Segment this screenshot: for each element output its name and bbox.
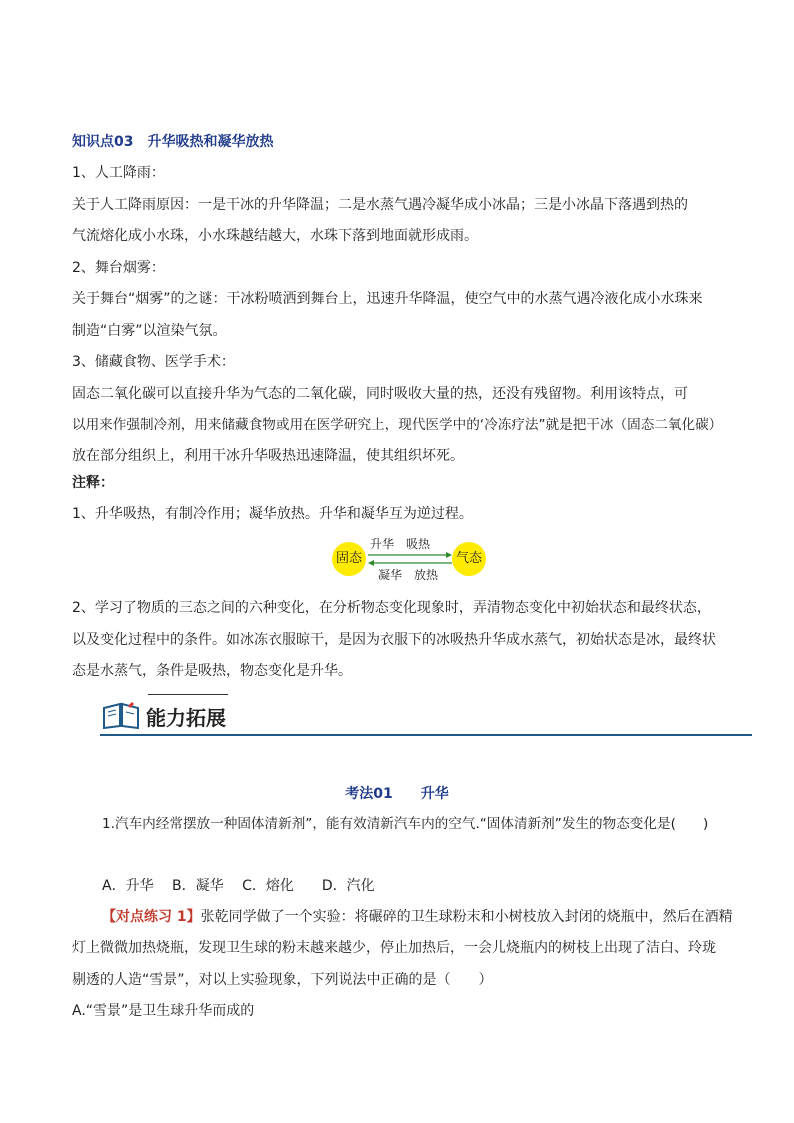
question-options: A．升华 B．凝华 C．熔化 D．汽化: [102, 878, 375, 894]
note2-text-line3: 态是水蒸气，条件是吸热，物态变化是升华。: [72, 663, 352, 679]
banner-decoration: [148, 694, 228, 695]
item3-text-line3: 放在部分组织上，利用干冰升华吸热迅速降温，使其组织坏死。: [72, 448, 464, 464]
item3-text-line2: 以用来作强制冷剂，用来储藏食物或用在医学研究上，现代医学中的‘冷冻疗法”就是把干冰（固态二氧化碳）: [72, 417, 723, 433]
section-banner: [100, 694, 752, 736]
note-title: 注释：: [72, 475, 114, 491]
note2-text-line2: 以及变化过程中的条件。如冰冻衣服晾干，是因为衣服下的冰吸热升华成水蒸气，初始状态是冰，最终状: [72, 632, 716, 648]
item3-title: 3、储藏食物、医学手术：: [72, 354, 235, 370]
practice-tag: 【对点练习 1】: [102, 909, 201, 925]
practice-line2: 灯上微微加热烧瓶，发现卫生球的粉末越来越少，停止加热后，一会儿烧瓶内的树枝上出现了洁白、玲珑: [72, 940, 716, 956]
section-heading: 知识点03 升华吸热和凝华放热: [72, 134, 274, 150]
banner-underline: [100, 734, 752, 736]
note2-text-line1: 2、学习了物质的三态之间的六种变化，在分析物态变化现象时，弄清物态变化中初始状态和最终状态，: [72, 600, 711, 616]
question-text: 1.汽车内经常摆放一种固体清新剂”，能有效清新汽车内的空气.“固体清新剂”发生的物态变化是( ): [102, 816, 709, 832]
item2-title: 2、舞台烟雾：: [72, 260, 165, 276]
state-change-diagram: [330, 535, 490, 583]
item2-text-line2: 制造“白雾”以渲染气氛。: [72, 323, 227, 339]
item1-title: 1、人工降雨：: [72, 165, 165, 181]
sublimation-label: 升华 吸热: [370, 537, 431, 551]
deposition-label: 凝华 放热: [378, 568, 439, 582]
item1-text-line1: 关于人工降雨原因：一是干冰的升华降温；二是水蒸气遇冷凝华成小冰晶；三是小冰晶下落遇到热的: [72, 197, 688, 213]
practice-line1: [102, 902, 762, 932]
note1-text: 1、升华吸热，有制冷作用；凝华放热。升华和凝华互为逆过程。: [72, 506, 473, 522]
practice-line1-text: 张乾同学做了一个实验：将碾碎的卫生球粉末和小树枝放入封闭的烧瓶中，然后在酒精: [200, 909, 733, 925]
item3-text-line1: 固态二氧化碳可以直接升华为气态的二氧化碳，同时吸收大量的热，还没有残留物。利用该特点，可: [72, 386, 688, 402]
method-title: 考法01 升华: [345, 786, 449, 802]
banner-title: 能力拓展: [146, 706, 226, 730]
solid-state-circle: 固态: [332, 542, 366, 576]
gas-state-circle: 气态: [452, 542, 486, 576]
practice-option-a: A.“雪景”是卫生球升华而成的: [72, 1003, 255, 1019]
item2-text-line1: 关于舞台“烟雾”的之谜：干冰粉喷洒到舞台上，迅速升华降温，使空气中的水蒸气遇冷液化成小水珠来: [72, 291, 703, 307]
practice-line3: 剔透的人造“雪景”，对以上实验现象，下列说法中正确的是（ ）: [72, 972, 493, 988]
book-icon: [102, 700, 140, 730]
item1-text-line2: 气流熔化成小水珠，小水珠越结越大，水珠下落到地面就形成雨。: [72, 228, 478, 244]
